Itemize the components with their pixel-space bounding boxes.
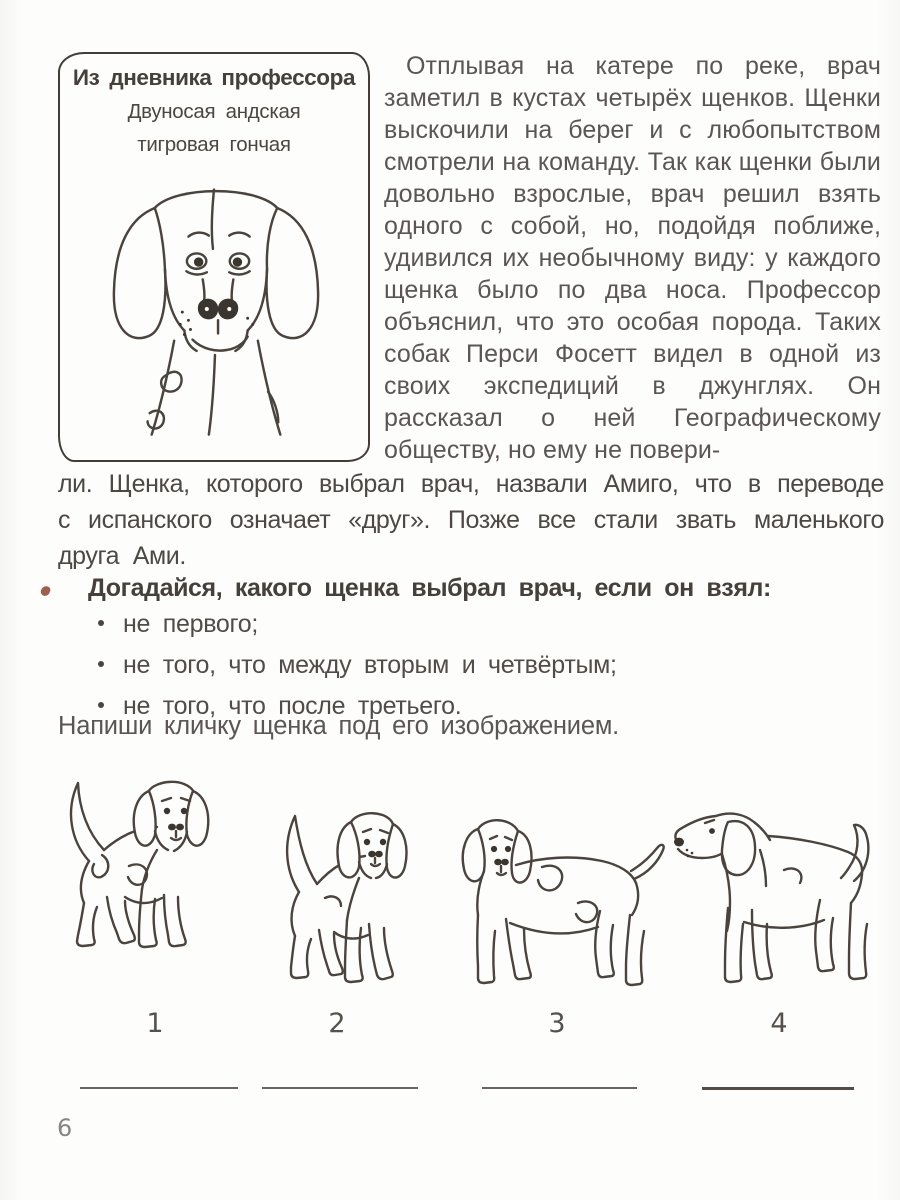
bullet-text-2: не того, что между вторым и четвёртым; xyxy=(123,651,617,679)
task-heading: Догадайся, какого щенка выбрал врач, если он взял: xyxy=(88,574,771,602)
page-number: 6 xyxy=(57,1114,73,1142)
professor-diary-card xyxy=(58,52,370,462)
breed-name xyxy=(60,95,368,161)
answer-line-3 xyxy=(482,1087,637,1089)
bullet-icon xyxy=(98,702,104,708)
bullet-text-1: не первого; xyxy=(123,610,259,638)
puppy-4-drawing xyxy=(664,790,882,997)
puppy-illustration-2 xyxy=(263,790,431,995)
puppy-number-1: 1 xyxy=(146,1008,164,1039)
story-continuation-text: ли. Щенка, которого выбрал врач, назвали Амиго, что в переводе с испанского означает «друг». Позже все стали звать маленького друга Ами. xyxy=(58,470,884,570)
puppy-3-drawing xyxy=(450,803,666,999)
puppy-1-drawing xyxy=(45,765,245,953)
puppy-number-3: 3 xyxy=(548,1008,566,1039)
answer-line-4 xyxy=(702,1087,854,1090)
story-column-text: Отплывая на катере по реке, врач заметил в кустах четырёх щенков. Щенки выскочили на берег и с любопытством смотрели на команду. Так как щенки были довольно взрослые, врач решил взять одного с собой, но, подойдя поближе, удивился их необычному виду: у каждого щенка было по два носа. Профессор объяснил, что это особая порода. Таких собак Перси Фосетт видел в одной из своих экспедиций в джунглях. Он рассказал о ней Географическому обществу, но ему не повери- xyxy=(384,52,881,464)
answer-line-2 xyxy=(262,1087,418,1089)
bullet-item-1 xyxy=(96,608,617,640)
dog-head-illustration xyxy=(68,158,364,456)
breed-line-1: Двуносая андская xyxy=(127,100,301,123)
red-margin-dot xyxy=(40,585,52,597)
puppy-number-4: 4 xyxy=(770,1008,788,1039)
double-nosed-hound-portrait xyxy=(68,158,364,456)
bullet-item-2 xyxy=(96,649,617,681)
puppy-illustration-4 xyxy=(664,790,882,997)
puppy-illustration-3 xyxy=(450,803,666,999)
answer-line-1 xyxy=(80,1087,238,1089)
bullet-text-3: не того, что после третьего. xyxy=(123,692,462,720)
diary-title: Из дневника профессора xyxy=(72,65,356,90)
bullet-icon xyxy=(98,620,104,626)
bullet-icon xyxy=(98,661,104,667)
puppy-illustration-1 xyxy=(45,765,245,953)
puppy-2-drawing xyxy=(263,790,431,995)
breed-line-2: тигровая гончая xyxy=(137,133,291,156)
write-name-instruction: Напиши кличку щенка под его изображением. xyxy=(58,712,620,740)
puppy-number-2: 2 xyxy=(328,1008,346,1039)
